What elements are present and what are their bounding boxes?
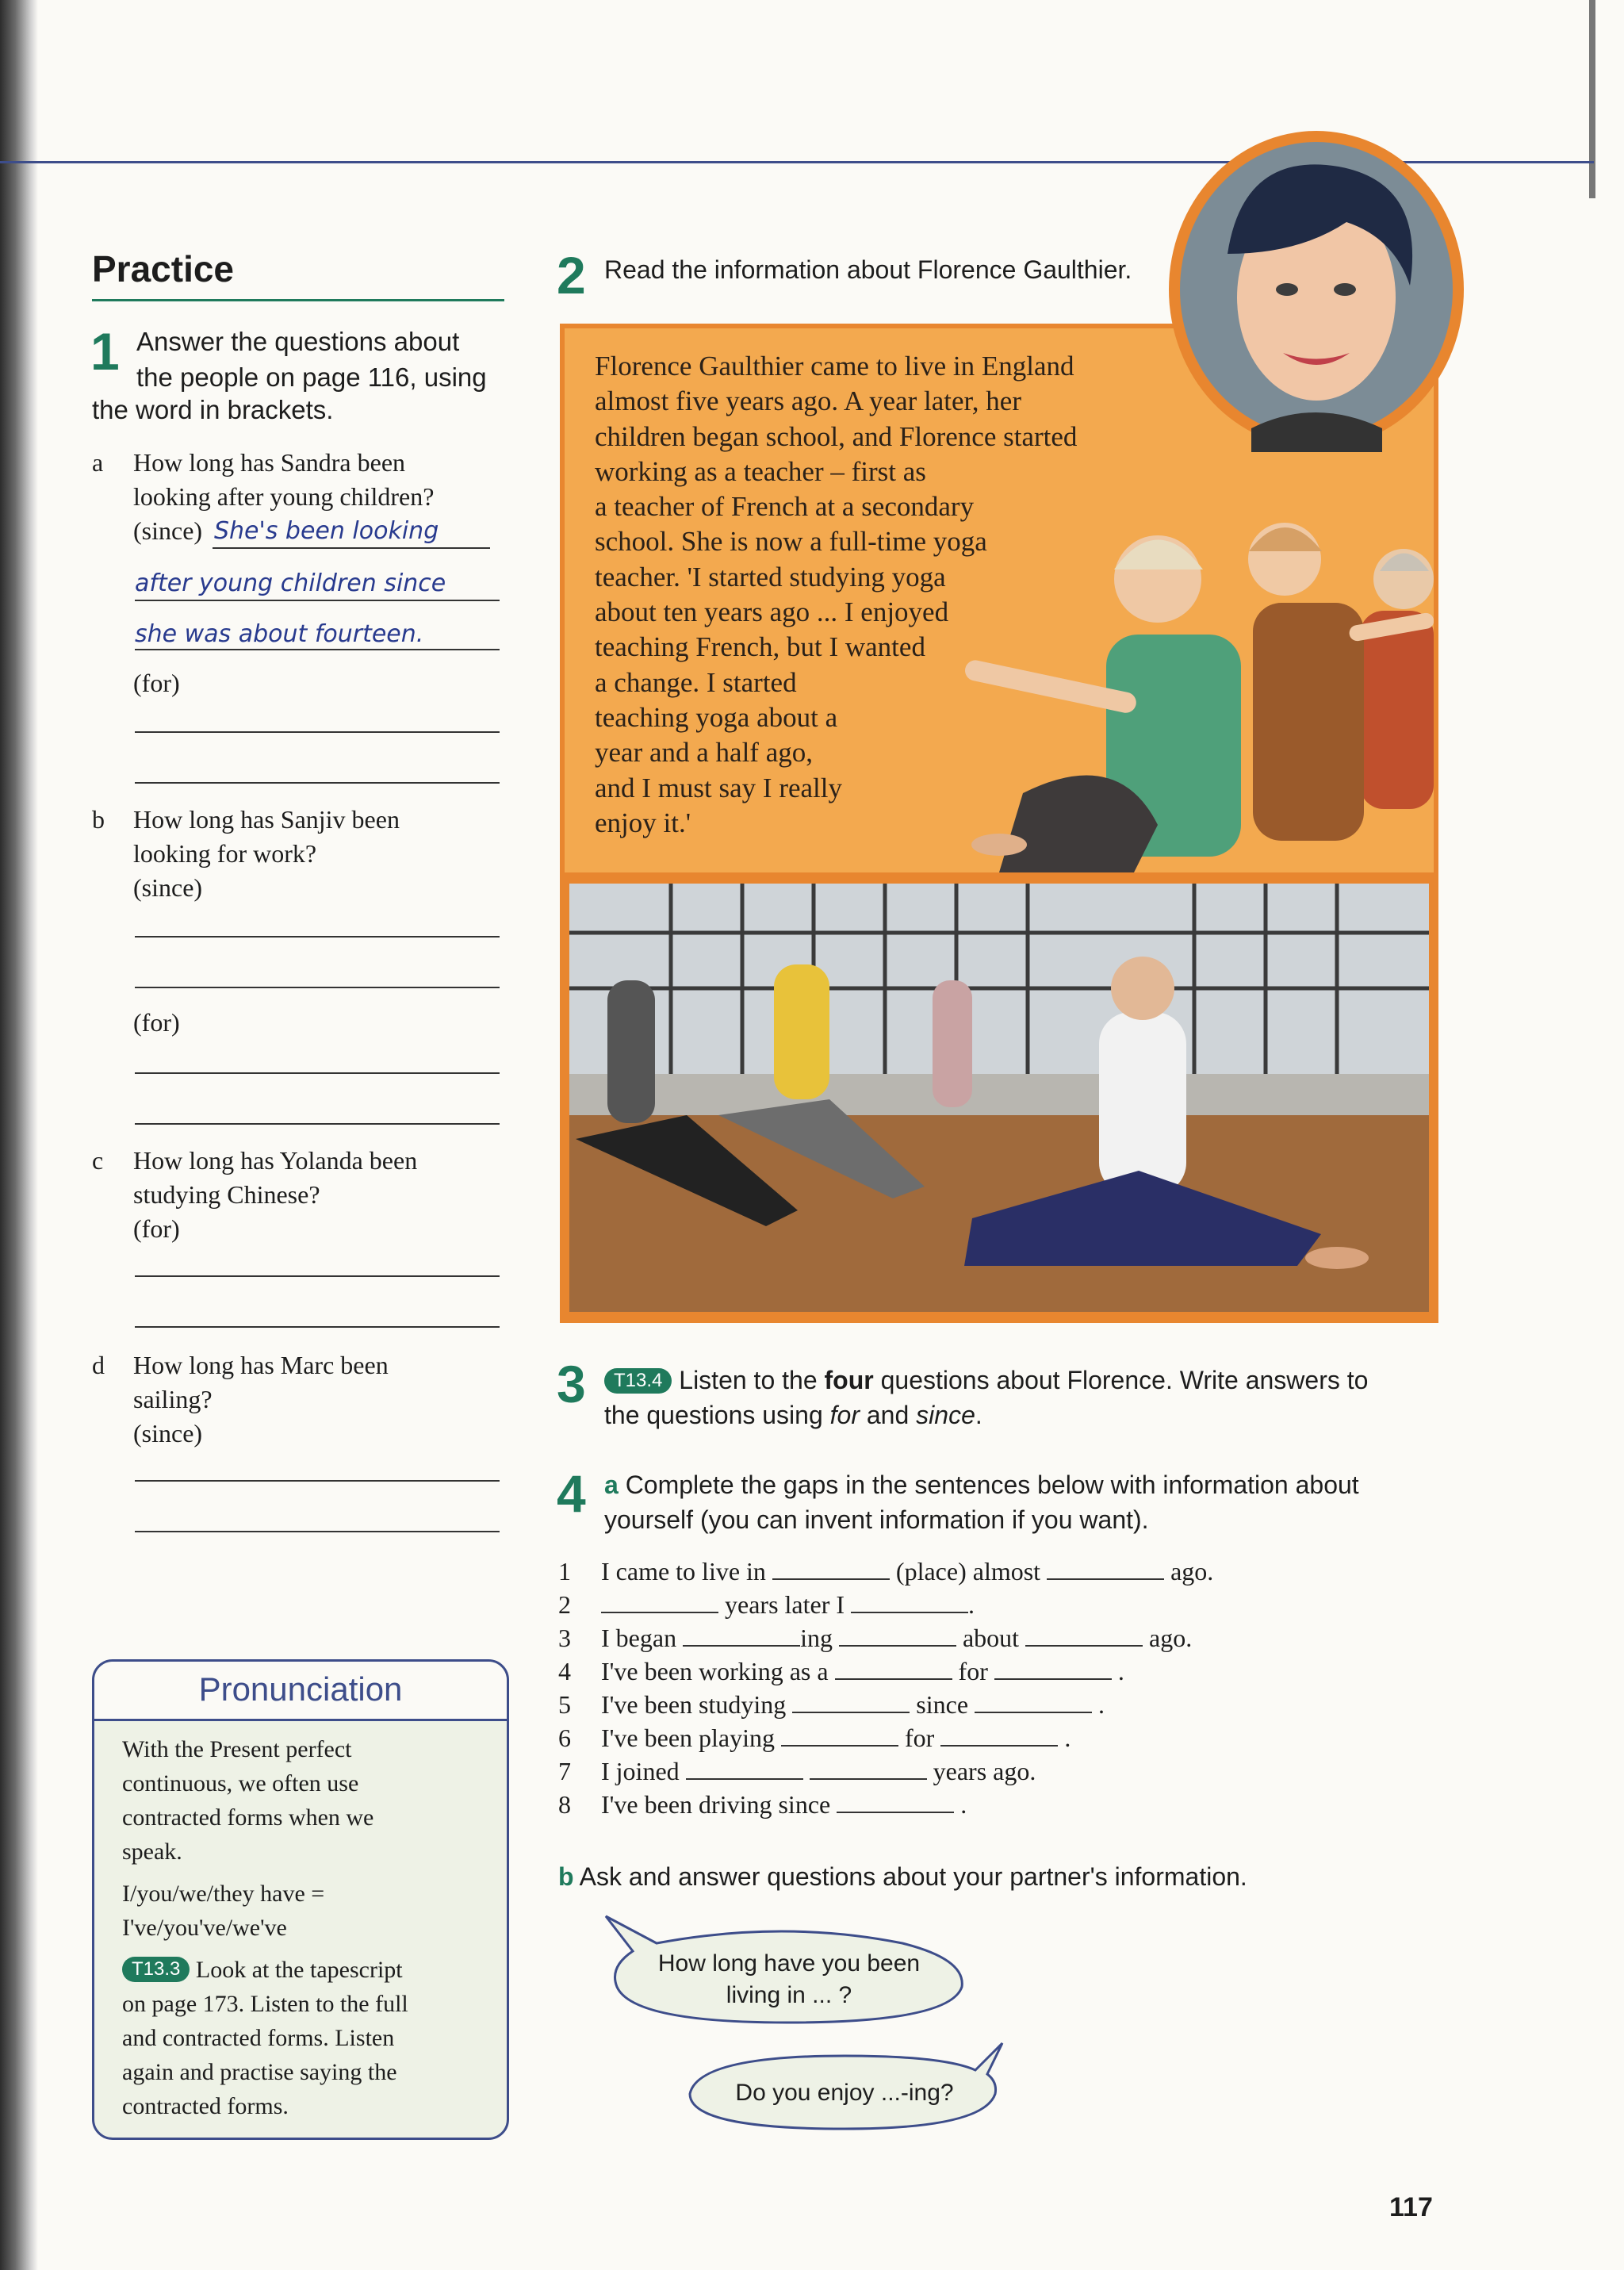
gap-blank[interactable]	[683, 1623, 800, 1647]
gap-blank[interactable]	[1025, 1623, 1143, 1647]
question-a-for: (for)	[133, 669, 180, 697]
gap-blank[interactable]	[810, 1756, 927, 1780]
gap-blank[interactable]	[781, 1723, 898, 1747]
sentence-1: 1 I came to live in (place) almost ago.	[558, 1557, 1214, 1586]
exercise-4-number: 4	[557, 1464, 586, 1523]
answer-line[interactable]	[135, 1275, 500, 1277]
gap-blank[interactable]	[940, 1723, 1058, 1747]
gap-blank[interactable]	[994, 1656, 1112, 1680]
answer-line	[135, 600, 500, 601]
answer-a-line-1: She's been looking	[214, 517, 439, 545]
exercise-4a-instruction: a Complete the gaps in the sentences below with information about yourself (you can invent information if you want).	[604, 1471, 1359, 1534]
exercise-2-number: 2	[557, 246, 586, 305]
speech-bubble-2: Do you enjoy ...-ing?	[735, 2080, 954, 2106]
exercise-2-instruction: Read the information about Florence Gaulthier.	[604, 255, 1132, 284]
answer-line[interactable]	[135, 782, 500, 784]
answer-line	[135, 649, 500, 650]
gap-blank[interactable]	[837, 1789, 954, 1813]
gap-blank[interactable]	[839, 1623, 956, 1647]
question-b-letter: b	[92, 805, 105, 834]
question-a-letter: a	[92, 448, 104, 477]
exercise-1-number: 1	[90, 322, 120, 381]
question-b-for: (for)	[133, 1008, 180, 1037]
gap-blank[interactable]	[686, 1756, 803, 1780]
answer-line[interactable]	[135, 1480, 500, 1482]
practice-heading: Practice	[92, 248, 235, 290]
sentence-3: 3 I began ing about ago.	[558, 1624, 1193, 1652]
question-a-since: (since)	[133, 516, 203, 545]
answer-line[interactable]	[135, 987, 500, 988]
gap-blank[interactable]	[601, 1589, 718, 1613]
gap-blank[interactable]	[792, 1689, 910, 1713]
answer-line[interactable]	[135, 1326, 500, 1328]
question-b-text: How long has Sanjiv been looking for work? (since)	[133, 805, 400, 902]
answer-line[interactable]	[135, 1531, 500, 1532]
question-d-letter: d	[92, 1351, 105, 1379]
gap-fill-sentences	[558, 1555, 1213, 1821]
answer-line[interactable]	[135, 1072, 500, 1074]
question-c-text: How long has Yolanda been studying Chinese? (for)	[133, 1146, 418, 1243]
pronunciation-text: With the Present perfect continuous, we often use contracted forms when we speak. I/you/we/they have = I've/you've/we've T13.3 Look at the tapescript on page 173. Listen to the full and contracted forms. Listen again and practise saying the contracted forms.	[122, 1736, 408, 2119]
gap-blank[interactable]	[772, 1556, 890, 1580]
answer-line[interactable]	[135, 1123, 500, 1125]
exercise-4b-instruction: b Ask and answer questions about your partner's information.	[558, 1862, 1247, 1891]
exercise-3-instruction: T13.4 Listen to the four questions about Florence. Write answers to the questions using for and since.	[604, 1366, 1369, 1429]
florence-text: Florence Gaulthier came to live in England almost five years ago. A year later, her children began school, and Florence started working as a teacher – first as a teacher of French at a secondary school. She is now a full-time yoga teacher. 'I started studying yoga about ten years ago ... I enjoyed teaching French, but I wanted a change. I started teaching yoga about a year and a half ago, and I must say I really enjoy it.'	[595, 351, 1078, 838]
question-d-text: How long has Marc been sailing? (since)	[133, 1351, 389, 1448]
answer-a-line-3: she was about fourteen.	[135, 620, 424, 648]
audio-track-badge[interactable]: T13.4	[604, 1368, 672, 1394]
practice-rule	[92, 299, 504, 301]
gap-blank[interactable]	[975, 1689, 1092, 1713]
sentence-4: 4 I've been working as a for .	[558, 1657, 1124, 1685]
sentence-6: 6 I've been playing for .	[558, 1724, 1071, 1752]
answer-a-line-2: after young children since	[135, 569, 446, 597]
answer-line[interactable]	[135, 936, 500, 938]
gap-blank[interactable]	[1047, 1556, 1164, 1580]
exercise-1-instruction: Answer the questions about the people on page 116, using	[136, 327, 487, 392]
book-spine-shadow	[0, 0, 38, 2270]
women-yoga-photo	[904, 476, 1434, 872]
sentence-8: 8 I've been driving since .	[558, 1790, 967, 1819]
page-edge	[1589, 0, 1595, 198]
gap-blank[interactable]	[851, 1589, 968, 1613]
sentence-7: 7 I joined years ago.	[558, 1757, 1036, 1785]
yoga-class-photo	[560, 877, 1438, 1323]
speech-bubble-1: How long have you been living in ... ?	[657, 1950, 921, 2008]
florence-portrait	[1164, 127, 1469, 452]
audio-track-badge[interactable]: T13.3	[122, 1957, 190, 1982]
exercise-3-number: 3	[557, 1355, 586, 1413]
question-c-letter: c	[92, 1146, 104, 1175]
page-number: 117	[1389, 2192, 1433, 2222]
sentence-5: 5 I've been studying since .	[558, 1690, 1105, 1719]
answer-line	[213, 547, 490, 549]
answer-line[interactable]	[135, 731, 500, 733]
exercise-1-instruction-end: the word in brackets.	[92, 395, 334, 424]
question-a-text: How long has Sandra been looking after young children?	[133, 448, 435, 511]
pronunciation-title: Pronunciation	[198, 1670, 403, 1708]
sentence-2: 2 years later I .	[558, 1590, 975, 1619]
gap-blank[interactable]	[835, 1656, 952, 1680]
